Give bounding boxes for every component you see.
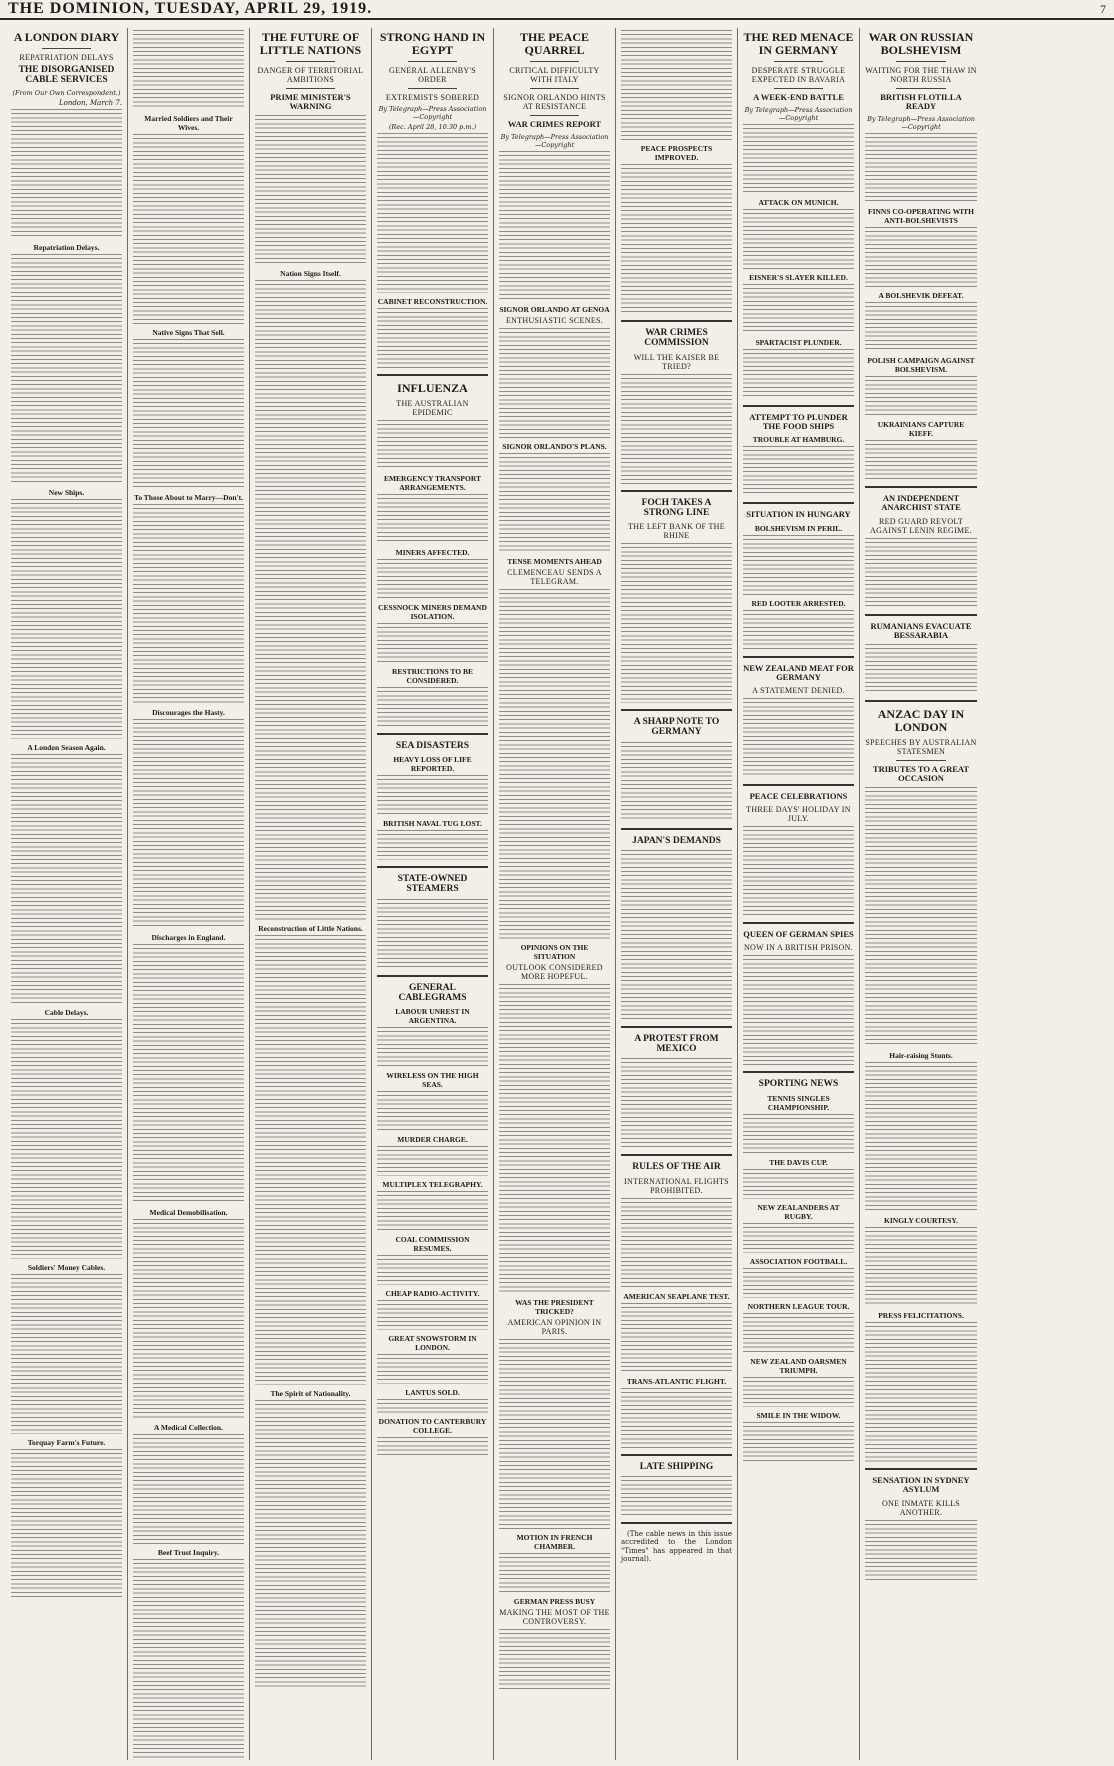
column-2 xyxy=(128,28,250,1760)
subhead-native-signs: Native Signs That Sell. xyxy=(152,328,225,337)
subhead-miners-affected: MINERS AFFECTED. xyxy=(395,547,470,557)
section-divider xyxy=(743,1071,854,1073)
column-1 xyxy=(6,28,128,1760)
article-text xyxy=(743,1268,854,1298)
section-divider xyxy=(743,502,854,504)
article-text xyxy=(133,30,244,110)
divider xyxy=(896,760,946,761)
subhead-german-press: GERMAN PRESS BUSY xyxy=(513,1597,596,1607)
article-text xyxy=(499,984,610,1294)
article-text xyxy=(377,775,488,815)
subhead-radio-activity: CHEAP RADIO-ACTIVITY. xyxy=(385,1289,480,1299)
article-text xyxy=(621,1198,732,1288)
subhead-transatlantic: TRANS-ATLANTIC FLIGHT. xyxy=(626,1376,727,1386)
subhead-president-tricked: WAS THE PRESIDENT TRICKED? xyxy=(515,1298,594,1317)
article-text xyxy=(865,1520,977,1580)
article-text xyxy=(865,227,977,287)
article-text xyxy=(133,1559,244,1759)
page-number: 7 xyxy=(1100,1,1106,16)
section-divider xyxy=(621,1454,732,1456)
section-divider xyxy=(377,866,488,868)
deck-extremists-sobered: EXTREMISTS SOBERED xyxy=(385,92,480,102)
article-text xyxy=(621,1058,732,1148)
section-divider xyxy=(743,784,854,786)
headline-sea-disasters: SEA DISASTERS xyxy=(395,740,470,751)
article-text xyxy=(743,610,854,650)
subhead-association-football: ASSOCIATION FOOTBALL. xyxy=(749,1256,848,1266)
article-text xyxy=(743,698,854,778)
column-5 xyxy=(494,28,616,1760)
headline-tributes: TRIBUTES TO A GREAT OCCASION xyxy=(872,763,970,784)
byline: (From Our Own Correspondent.) xyxy=(12,89,121,98)
article-text xyxy=(255,935,366,1385)
headline-rules-of-air: RULES OF THE AIR xyxy=(632,1162,721,1173)
section-divider xyxy=(621,828,732,830)
article-text xyxy=(499,1339,610,1529)
deck-orlando-resistance: SIGNOR ORLANDO HINTS AT RESISTANCE xyxy=(503,92,606,111)
article-text xyxy=(621,1303,732,1373)
article-text xyxy=(255,1400,366,1690)
article-text xyxy=(743,209,854,269)
article-text xyxy=(11,254,122,484)
subhead-discourages-hasty: Discourages the Hasty. xyxy=(152,708,225,717)
deck-allenby-order: GENERAL ALLENBY'S ORDER xyxy=(389,65,476,84)
article-text xyxy=(377,133,488,293)
headline-japan-demands: JAPAN'S DEMANDS xyxy=(632,835,721,846)
headline-peace-quarrel: THE PEACE QUARREL xyxy=(519,30,589,57)
article-text xyxy=(743,284,854,334)
subhead-press-felicitations: PRESS FELICITATIONS. xyxy=(878,1311,964,1321)
article-text xyxy=(621,374,732,484)
article-text xyxy=(865,1227,977,1307)
article-text xyxy=(133,719,244,929)
deck-red-guard-revolt: RED GUARD REVOLT AGAINST LENIN REGIME. xyxy=(870,516,972,535)
article-text xyxy=(743,349,854,399)
headline-state-steamers: STATE-OWNED STEAMERS xyxy=(397,874,468,895)
headline-anarchist-state: AN INDEPENDENT ANARCHIST STATE xyxy=(881,493,961,513)
article-text xyxy=(377,420,488,470)
article-text xyxy=(743,1313,854,1353)
article-text xyxy=(621,742,732,822)
article-text xyxy=(11,754,122,1004)
deck-british-prison: NOW IN A BRITISH PRISON. xyxy=(743,943,854,953)
headline-food-ships: ATTEMPT TO PLUNDER THE FOOD SHIPS xyxy=(749,412,848,432)
article-text xyxy=(133,339,244,489)
article-text xyxy=(499,453,610,553)
headline-nz-meat: NEW ZEALAND MEAT FOR GERMANY xyxy=(743,662,854,682)
headline-little-nations: THE FUTURE OF LITTLE NATIONS xyxy=(259,30,362,57)
subhead-french-chamber: MOTION IN FRENCH CHAMBER. xyxy=(516,1533,593,1552)
subhead-murder-charge: MURDER CHARGE. xyxy=(397,1135,468,1145)
subhead-bolshevism-peril: BOLSHEVISM IN PERIL. xyxy=(754,523,843,533)
subhead-spirit-nationality: The Spirit of Nationality. xyxy=(270,1389,351,1399)
article-text xyxy=(865,302,977,352)
article-text xyxy=(743,1223,854,1253)
deck-outlook-hopeful: OUTLOOK CONSIDERED MORE HOPEFUL. xyxy=(506,963,603,982)
article-text xyxy=(865,440,977,480)
article-text xyxy=(377,1437,488,1457)
article-text xyxy=(621,543,732,703)
deck-australian-epidemic: THE AUSTRALIAN EPIDEMIC xyxy=(396,398,469,417)
columns xyxy=(6,28,1108,1760)
subhead-labour-argentina: LABOUR UNREST IN ARGENTINA. xyxy=(395,1007,470,1026)
subhead-orlando-plans: SIGNOR ORLANDO'S PLANS. xyxy=(502,442,607,452)
deck-australian-statesmen: SPEECHES BY AUSTRALIAN STATESMEN xyxy=(865,737,977,756)
section-divider xyxy=(377,374,488,376)
column-3 xyxy=(250,28,372,1760)
subhead-lantus-sold: LANTUS SOLD. xyxy=(405,1388,460,1398)
divider xyxy=(530,115,580,116)
deck-difficulty-italy: CRITICAL DIFFICULTY WITH ITALY xyxy=(509,65,600,84)
divider xyxy=(408,61,458,62)
subhead-rugby: NEW ZEALANDERS AT RUGBY. xyxy=(757,1202,840,1221)
article-text xyxy=(133,1434,244,1544)
article-text xyxy=(743,1169,854,1199)
subhead-restrictions: RESTRICTIONS TO BE CONSIDERED. xyxy=(391,666,473,685)
section-divider xyxy=(621,320,732,322)
headline-peace-celebrations: PEACE CELEBRATIONS xyxy=(749,790,848,801)
subhead-cabinet-reconstruction: CABINET RECONSTRUCTION. xyxy=(377,296,488,306)
deck-weekend-battle: A WEEK-END BATTLE xyxy=(753,91,844,102)
headline-red-menace: THE RED MENACE IN GERMANY xyxy=(743,30,854,57)
deck-flotilla-ready: BRITISH FLOTILLA READY xyxy=(880,91,962,112)
article-text xyxy=(865,1062,977,1212)
subhead-snowstorm: GREAT SNOWSTORM IN LONDON. xyxy=(388,1334,477,1353)
article-text xyxy=(621,164,732,314)
subhead-polish-campaign: POLISH CAMPAIGN AGAINST BOLSHEVISM. xyxy=(867,356,975,375)
subhead-kieff: UKRAINIANS CAPTURE KIEFF. xyxy=(877,420,965,439)
headline-rumanians-bessarabia: RUMANIANS EVACUATE BESSARABIA xyxy=(870,620,972,640)
article-text xyxy=(621,1476,732,1516)
article-text xyxy=(743,446,854,496)
headline-sydney-asylum: SENSATION IN SYDNEY ASYLUM xyxy=(872,1475,970,1495)
headline-sharp-note: A SHARP NOTE TO GERMANY xyxy=(633,717,720,738)
subhead-nation-signs: Nation Signs Itself. xyxy=(280,269,341,279)
divider xyxy=(774,61,824,62)
subhead-multiplex-telegraphy: MULTIPLEX TELEGRAPHY. xyxy=(382,1180,483,1190)
article-text xyxy=(499,151,610,301)
article-text xyxy=(377,1091,488,1131)
subhead-davis-cup: THE DAVIS CUP. xyxy=(769,1157,828,1167)
section-divider xyxy=(621,1522,732,1524)
dateline: London, March 7. xyxy=(58,99,122,108)
headline-protest-mexico: A PROTEST FROM MEXICO xyxy=(634,1033,719,1054)
article-text xyxy=(377,559,488,599)
subhead-attack-munich: ATTACK ON MUNICH. xyxy=(758,198,839,208)
article-text xyxy=(621,850,732,1020)
subhead-seaplane-test: AMERICAN SEAPLANE TEST. xyxy=(623,1291,730,1301)
article-text xyxy=(499,1629,610,1689)
subhead-torquay-farm: Torquay Farm's Future. xyxy=(27,1438,106,1448)
section-divider xyxy=(621,490,732,492)
article-text xyxy=(377,899,488,969)
deck-repatriation-delays: REPATRIATION DELAYS xyxy=(19,52,114,62)
section-divider xyxy=(621,1026,732,1028)
article-text xyxy=(743,1422,854,1462)
article-text xyxy=(621,30,732,140)
article-text xyxy=(499,1553,610,1593)
byline: By Telegraph—Press Association—Copyright xyxy=(378,104,487,121)
headline-war-crimes-report: WAR CRIMES REPORT xyxy=(507,118,602,129)
divider xyxy=(530,61,580,62)
article-text xyxy=(11,109,122,239)
article-text xyxy=(621,1388,732,1448)
subhead-peace-prospects: PEACE PROSPECTS IMPROVED. xyxy=(640,144,713,162)
article-text xyxy=(377,687,488,727)
section-divider xyxy=(377,975,488,977)
footnote: (The cable news in this issue accredited to the London "Times" has appeared in that journal). xyxy=(621,1529,732,1563)
subhead-spartacist-plunder: SPARTACIST PLUNDER. xyxy=(755,338,842,348)
article-text xyxy=(11,1274,122,1434)
article-text xyxy=(865,376,977,416)
article-text xyxy=(133,134,244,324)
article-text xyxy=(499,589,610,939)
subhead-about-to-marry: To Those About to Marry—Don't. xyxy=(134,493,243,502)
subhead-hair-raising: Hair-raising Stunts. xyxy=(889,1051,953,1061)
deck-holiday-july: THREE DAYS' HOLIDAY IN JULY. xyxy=(746,805,851,824)
deck-left-bank-rhine: THE LEFT BANK OF THE RHINE xyxy=(628,522,725,540)
subhead-eisner-slayer: EISNER'S SLAYER KILLED. xyxy=(749,273,848,283)
headline-general-cablegrams: GENERAL CABLEGRAMS xyxy=(398,982,467,1003)
article-text xyxy=(865,787,977,1047)
divider xyxy=(286,61,336,62)
subhead-kingly-courtesy: KINGLY COURTESY. xyxy=(884,1216,958,1226)
column-8 xyxy=(860,28,982,1760)
subhead-smile-widow: SMILE IN THE WIDOW. xyxy=(756,1410,841,1420)
deck-inmate-kills: ONE INMATE KILLS ANOTHER. xyxy=(881,1498,961,1517)
byline: By Telegraph—Press Association—Copyright xyxy=(744,106,853,123)
masthead xyxy=(0,0,1114,20)
headline-queen-spies: QUEEN OF GERMAN SPIES xyxy=(743,929,854,940)
deck-struggle-bavaria: DESPERATE STRUGGLE EXPECTED IN BAVARIA xyxy=(751,65,846,84)
deck-prime-minister-warning: PRIME MINISTER'S WARNING xyxy=(270,91,351,112)
subhead-medical-demobilisation: Medical Demobilisation. xyxy=(149,1208,228,1217)
headline-war-on-bolshevism: WAR ON RUSSIAN BOLSHEVISM xyxy=(868,30,974,57)
subhead-beef-trust: Beef Trust Inquiry. xyxy=(157,1548,220,1557)
subhead-tense-moments: TENSE MOMENTS AHEAD xyxy=(507,557,602,567)
subhead-heavy-loss: HEAVY LOSS OF LIFE REPORTED. xyxy=(393,755,472,774)
deck-flights-prohibited: INTERNATIONAL FLIGHTS PROHIBITED. xyxy=(624,1176,729,1195)
subhead-tennis: TENNIS SINGLES CHAMPIONSHIP. xyxy=(767,1093,830,1112)
headline-anzac-day: ANZAC DAY IN LONDON xyxy=(877,706,965,734)
deck-thaw-north-russia: WAITING FOR THE THAW IN NORTH RUSSIA xyxy=(865,65,977,84)
section-divider xyxy=(621,709,732,711)
subhead-bolshevik-defeat: A BOLSHEVIK DEFEAT. xyxy=(878,291,964,301)
article-text xyxy=(743,1114,854,1154)
divider xyxy=(286,88,336,89)
deck-territorial-ambitions: DANGER OF TERRITORIAL AMBITIONS xyxy=(257,65,364,84)
column-6 xyxy=(616,28,738,1760)
article-text xyxy=(377,830,488,860)
received-time: (Rec. April 28, 10.30 p.m.) xyxy=(388,122,477,131)
article-text xyxy=(133,1219,244,1419)
deck-cable-services: THE DISORGANISED CABLE SERVICES xyxy=(18,64,115,86)
subhead-london-season: A London Season Again. xyxy=(27,743,106,753)
section-divider xyxy=(743,922,854,924)
subhead-repatriation-delays: Repatriation Delays. xyxy=(33,243,100,253)
deck-kaiser-tried: WILL THE KAISER BE TRIED? xyxy=(633,352,720,371)
subhead-finns-cooperating: FINNS CO-OPERATING WITH ANTI-BOLSHEVISTS xyxy=(868,207,974,226)
article-text xyxy=(743,826,854,916)
subhead-medical-collection: A Medical Collection. xyxy=(154,1423,223,1432)
divider xyxy=(408,88,458,89)
subhead-new-ships: New Ships. xyxy=(48,488,85,498)
article-text xyxy=(499,328,610,438)
subhead-cable-delays: Cable Delays. xyxy=(44,1008,89,1018)
deck-american-opinion: AMERICAN OPINION IN PARIS. xyxy=(507,1318,602,1337)
article-text xyxy=(743,535,854,595)
headline-strong-hand-egypt: STRONG HAND IN EGYPT xyxy=(379,30,486,57)
article-text xyxy=(133,504,244,704)
divider xyxy=(896,88,946,89)
subhead-wireless-seas: WIRELESS ON THE HIGH SEAS. xyxy=(386,1071,479,1090)
subhead-reconstruction: Reconstruction of Little Nations. xyxy=(258,924,363,934)
headline-war-crimes-commission: WAR CRIMES COMMISSION xyxy=(644,328,709,349)
article-text xyxy=(743,1377,854,1407)
subhead-soldiers-money-cables: Soldiers' Money Cables. xyxy=(27,1263,106,1273)
section-divider xyxy=(865,1468,977,1470)
article-text xyxy=(377,1255,488,1285)
subhead-orlando-genoa: SIGNOR ORLANDO AT GENOA xyxy=(499,305,610,315)
section-divider xyxy=(743,656,854,658)
subhead-married-soldiers: Married Soldiers and Their Wives. xyxy=(144,114,233,132)
article-text xyxy=(11,1449,122,1599)
deck-enthusiastic-scenes: ENTHUSIASTIC SCENES. xyxy=(505,316,604,326)
article-text xyxy=(377,494,488,544)
article-text xyxy=(255,115,366,265)
article-text xyxy=(865,644,977,694)
column-4 xyxy=(372,28,494,1760)
article-text xyxy=(865,1322,977,1462)
deck-statement-denied: A STATEMENT DENIED. xyxy=(752,685,845,695)
divider xyxy=(530,88,580,89)
section-divider xyxy=(865,614,977,616)
subhead-donation-canterbury: DONATION TO CANTERBURY COLLEGE. xyxy=(378,1417,487,1436)
subhead-naval-tug: BRITISH NAVAL TUG LOST. xyxy=(383,819,482,829)
article-text xyxy=(377,308,488,368)
column-7 xyxy=(738,28,860,1760)
headline-influenza: INFLUENZA xyxy=(397,380,468,395)
masthead-title: THE DOMINION, TUESDAY, APRIL 29, 1919. xyxy=(8,0,373,17)
subhead-red-looter: RED LOOTER ARRESTED. xyxy=(751,598,846,608)
subhead-trouble-hamburg: TROUBLE AT HAMBURG. xyxy=(752,435,845,445)
article-text xyxy=(377,623,488,663)
article-text xyxy=(377,1354,488,1384)
article-text xyxy=(377,1191,488,1231)
subhead-cessnock-miners: CESSNOCK MINERS DEMAND ISOLATION. xyxy=(378,602,487,621)
section-divider xyxy=(743,405,854,407)
section-divider xyxy=(865,700,977,702)
subhead-emergency-transport: EMERGENCY TRANSPORT ARRANGEMENTS. xyxy=(383,473,482,492)
article-text xyxy=(377,1399,488,1413)
deck-clemenceau-telegram: CLEMENCEAU SENDS A TELEGRAM. xyxy=(507,568,602,587)
subhead-northern-league: NORTHERN LEAGUE TOUR. xyxy=(747,1301,850,1311)
article-text xyxy=(11,1019,122,1259)
article-text xyxy=(255,280,366,920)
divider xyxy=(896,61,946,62)
section-divider xyxy=(377,733,488,735)
article-text xyxy=(133,944,244,1204)
headline-london-diary: A LONDON DIARY xyxy=(13,30,120,44)
article-text xyxy=(377,1027,488,1067)
divider xyxy=(774,88,824,89)
divider xyxy=(42,48,92,49)
deck-making-most-controversy: MAKING THE MOST OF THE CONTROVERSY. xyxy=(499,1608,610,1627)
headline-foch-strong-line: FOCH TAKES A STRONG LINE xyxy=(641,497,712,518)
byline: By Telegraph—Press Association—Copyright xyxy=(500,133,609,150)
article-text xyxy=(377,1300,488,1330)
subhead-oarsmen: NEW ZEALAND OARSMEN TRIUMPH. xyxy=(750,1356,847,1375)
article-text xyxy=(11,499,122,739)
byline: By Telegraph—Press Association—Copyright xyxy=(867,115,975,132)
section-divider xyxy=(865,486,977,488)
headline-late-shipping: LATE SHIPPING xyxy=(639,1461,714,1472)
section-divider xyxy=(621,1154,732,1156)
article-text xyxy=(377,1146,488,1176)
article-text xyxy=(743,955,854,1065)
headline-situation-hungary: SITUATION IN HUNGARY xyxy=(746,509,851,520)
subhead-opinions: OPINIONS ON THE SITUATION xyxy=(520,943,589,962)
headline-sporting-news: SPORTING NEWS xyxy=(758,1079,839,1090)
article-text xyxy=(743,124,854,194)
article-text xyxy=(865,133,977,203)
subhead-coal-commission: COAL COMMISSION RESUMES. xyxy=(395,1235,470,1254)
subhead-discharges-england: Discharges in England. xyxy=(151,933,226,942)
article-text xyxy=(865,538,977,608)
